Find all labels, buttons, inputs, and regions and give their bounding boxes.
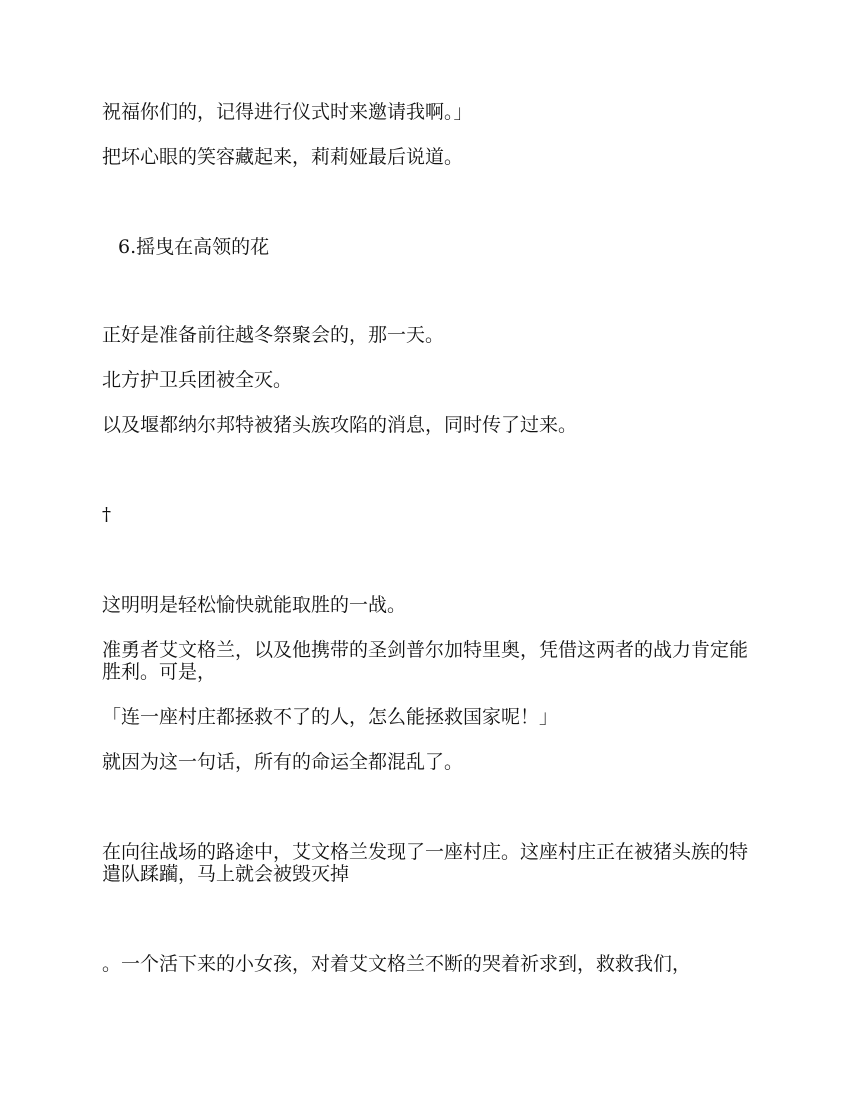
paragraph-that-day: 正好是准备前往越冬祭聚会的，那一天。 (102, 324, 445, 346)
paragraph-girl: 。一个活下来的小女孩，对着艾文格兰不断的哭着祈求到，救救我们， (102, 953, 692, 975)
paragraph-news: 以及堰都纳尔邦特被猪头族攻陷的消息，同时传了过来。 (102, 414, 578, 436)
paragraph-quote: 「连一座村庄都拯救不了的人，怎么能拯救国家呢！」 (102, 706, 559, 728)
paragraph-blessing: 祝福你们的，记得进行仪式时来邀请我啊。」 (102, 101, 473, 123)
paragraph-hero: 准勇者艾文格兰，以及他携带的圣剑普尔加特里奥，凭借这两者的战力肯定能胜利。可是， (102, 639, 749, 683)
chapter-heading: 6.摇曳在高领的花 (118, 236, 270, 258)
paragraph-lilia: 把坏心眼的笑容藏起来，莉莉娅最后说道。 (102, 146, 464, 168)
paragraph-fate: 就因为这一句话，所有的命运全都混乱了。 (102, 751, 464, 773)
paragraph-guard: 北方护卫兵团被全灭。 (102, 369, 293, 391)
paragraph-village: 在向往战场的路途中，艾文格兰发现了一座村庄。这座村庄正在被猪头族的特遣队蹂躏，马上就会被毁灭掉 (102, 841, 749, 885)
section-divider-dagger: † (102, 504, 111, 525)
paragraph-easy-battle: 这明明是轻松愉快就能取胜的一战。 (102, 594, 407, 616)
